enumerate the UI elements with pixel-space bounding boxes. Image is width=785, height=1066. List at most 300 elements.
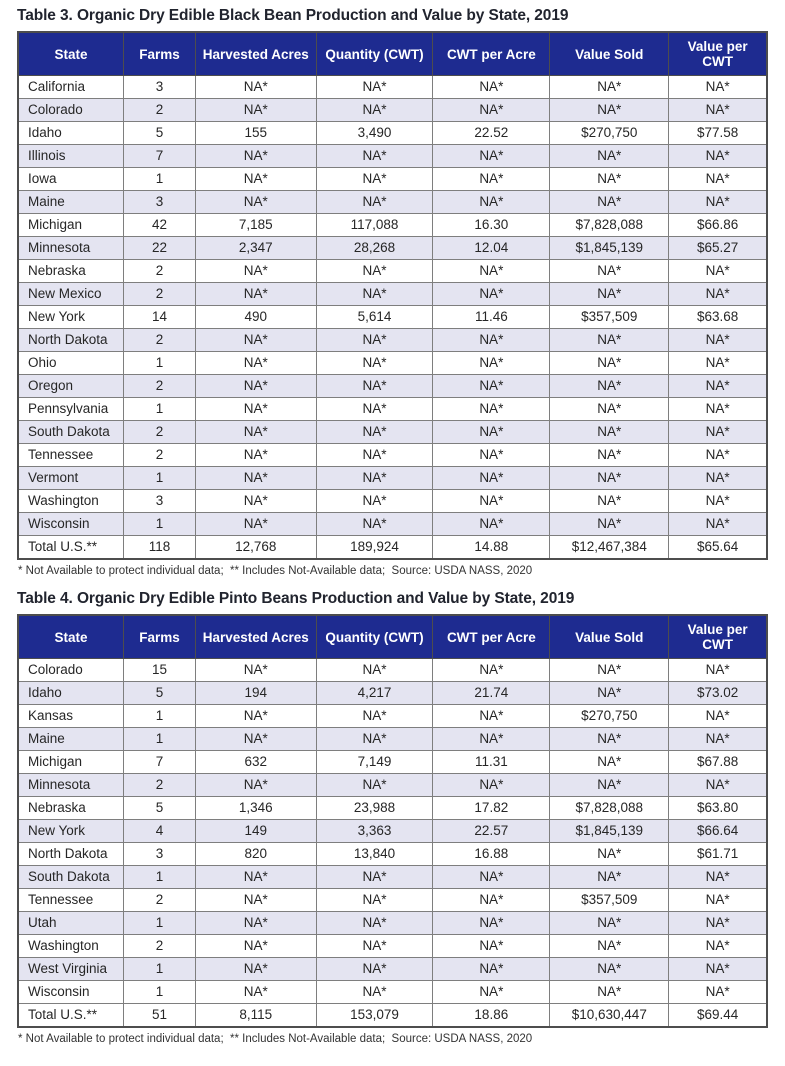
value-cell: NA* (550, 843, 669, 866)
state-cell: Maine (18, 728, 124, 751)
value-cell: NA* (550, 467, 669, 490)
value-cell: NA* (433, 191, 550, 214)
state-cell: South Dakota (18, 421, 124, 444)
value-cell: 21.74 (433, 682, 550, 705)
value-cell: NA* (316, 981, 433, 1004)
value-cell: 28,268 (316, 237, 433, 260)
value-cell: 7 (124, 145, 196, 168)
state-cell: New Mexico (18, 283, 124, 306)
total-row (18, 536, 767, 560)
value-cell: NA* (550, 145, 669, 168)
value-cell: 1 (124, 398, 196, 421)
value-cell: 632 (195, 751, 316, 774)
table-row (18, 283, 767, 306)
value-cell: NA* (433, 375, 550, 398)
value-cell: NA* (195, 76, 316, 99)
table-row (18, 467, 767, 490)
table-row (18, 490, 767, 513)
value-cell: 2 (124, 283, 196, 306)
value-cell: $66.64 (669, 820, 767, 843)
table-row (18, 375, 767, 398)
value-cell: NA* (195, 705, 316, 728)
header-cell: Value per CWT (669, 615, 767, 659)
value-cell: 490 (195, 306, 316, 329)
state-cell: Tennessee (18, 444, 124, 467)
table4-footnote: * Not Available to protect individual data; ** Includes Not-Available data; Source: USDA NASS, 2020 (18, 1033, 533, 1045)
state-cell: Illinois (18, 145, 124, 168)
table-row (18, 843, 767, 866)
header-cell: Quantity (CWT) (316, 615, 433, 659)
value-cell: 5 (124, 122, 196, 145)
value-cell: NA* (669, 421, 767, 444)
value-cell: 2 (124, 889, 196, 912)
state-cell: Idaho (18, 122, 124, 145)
value-cell: NA* (669, 352, 767, 375)
value-cell: NA* (316, 705, 433, 728)
table-row (18, 398, 767, 421)
table-row (18, 99, 767, 122)
value-cell: NA* (550, 352, 669, 375)
value-cell: NA* (433, 329, 550, 352)
value-cell: NA* (669, 444, 767, 467)
table-row (18, 513, 767, 536)
state-cell: Michigan (18, 751, 124, 774)
value-cell: NA* (195, 168, 316, 191)
header-cell: CWT per Acre (433, 615, 550, 659)
table-row (18, 260, 767, 283)
header-cell: State (18, 615, 124, 659)
value-cell: $69.44 (669, 1004, 767, 1028)
table-row (18, 912, 767, 935)
value-cell: NA* (316, 375, 433, 398)
state-cell: Washington (18, 490, 124, 513)
state-cell: South Dakota (18, 866, 124, 889)
value-cell: NA* (550, 866, 669, 889)
value-cell: NA* (669, 260, 767, 283)
value-cell: 22.57 (433, 820, 550, 843)
state-cell: Washington (18, 935, 124, 958)
pinto-bean-table-section (17, 590, 768, 1045)
value-cell: NA* (669, 958, 767, 981)
value-cell: 42 (124, 214, 196, 237)
value-cell: 17.82 (433, 797, 550, 820)
table-row (18, 214, 767, 237)
value-cell: NA* (316, 490, 433, 513)
table-row (18, 889, 767, 912)
value-cell: NA* (195, 191, 316, 214)
value-cell: NA* (550, 682, 669, 705)
value-cell: NA* (669, 398, 767, 421)
value-cell: NA* (316, 352, 433, 375)
header-row (18, 32, 767, 76)
state-cell: Kansas (18, 705, 124, 728)
value-cell: NA* (550, 774, 669, 797)
value-cell: $7,828,088 (550, 214, 669, 237)
value-cell: NA* (195, 99, 316, 122)
value-cell: NA* (316, 260, 433, 283)
value-cell: NA* (433, 705, 550, 728)
value-cell: NA* (195, 375, 316, 398)
state-cell: Wisconsin (18, 513, 124, 536)
value-cell: NA* (433, 260, 550, 283)
header-cell: Quantity (CWT) (316, 32, 433, 76)
value-cell: NA* (316, 329, 433, 352)
value-cell: 1 (124, 352, 196, 375)
value-cell: NA* (316, 774, 433, 797)
value-cell: NA* (433, 398, 550, 421)
value-cell: NA* (433, 168, 550, 191)
value-cell: NA* (433, 981, 550, 1004)
value-cell: NA* (316, 76, 433, 99)
value-cell: 2 (124, 99, 196, 122)
black-bean-table-section (17, 7, 768, 577)
value-cell: NA* (195, 981, 316, 1004)
value-cell: 51 (124, 1004, 196, 1028)
value-cell: 16.88 (433, 843, 550, 866)
table-row (18, 659, 767, 682)
value-cell: NA* (195, 659, 316, 682)
value-cell: 3,363 (316, 820, 433, 843)
value-cell: 1 (124, 912, 196, 935)
table-row (18, 774, 767, 797)
header-cell: Harvested Acres (195, 32, 316, 76)
value-cell: NA* (669, 912, 767, 935)
value-cell: 117,088 (316, 214, 433, 237)
value-cell: NA* (316, 513, 433, 536)
table-row (18, 145, 767, 168)
value-cell: NA* (316, 398, 433, 421)
state-cell: Colorado (18, 99, 124, 122)
value-cell: NA* (433, 490, 550, 513)
value-cell: NA* (550, 728, 669, 751)
value-cell: 1,346 (195, 797, 316, 820)
table-row (18, 958, 767, 981)
value-cell: 4,217 (316, 682, 433, 705)
value-cell: NA* (433, 774, 550, 797)
value-cell: NA* (669, 467, 767, 490)
value-cell: NA* (550, 329, 669, 352)
value-cell: NA* (316, 958, 433, 981)
value-cell: 189,924 (316, 536, 433, 560)
table3-footnote: * Not Available to protect individual data; ** Includes Not-Available data; Source: USDA NASS, 2020 (18, 565, 533, 577)
value-cell: 2 (124, 774, 196, 797)
value-cell: 7,149 (316, 751, 433, 774)
header-row (18, 615, 767, 659)
value-cell: NA* (550, 935, 669, 958)
value-cell: $357,509 (550, 306, 669, 329)
value-cell: NA* (195, 283, 316, 306)
value-cell: NA* (316, 168, 433, 191)
value-cell: 2 (124, 329, 196, 352)
value-cell: NA* (195, 935, 316, 958)
state-cell: New York (18, 820, 124, 843)
state-cell: North Dakota (18, 329, 124, 352)
value-cell: NA* (669, 76, 767, 99)
value-cell: 5 (124, 797, 196, 820)
table-row (18, 866, 767, 889)
value-cell: NA* (433, 467, 550, 490)
table-row (18, 728, 767, 751)
value-cell: $1,845,139 (550, 820, 669, 843)
value-cell: NA* (316, 728, 433, 751)
value-cell: NA* (550, 513, 669, 536)
value-cell: $77.58 (669, 122, 767, 145)
value-cell: NA* (433, 99, 550, 122)
table-row (18, 329, 767, 352)
value-cell: 155 (195, 122, 316, 145)
value-cell: NA* (195, 866, 316, 889)
value-cell: NA* (669, 375, 767, 398)
value-cell: $61.71 (669, 843, 767, 866)
value-cell: $1,845,139 (550, 237, 669, 260)
value-cell: NA* (195, 467, 316, 490)
value-cell: NA* (669, 145, 767, 168)
value-cell: NA* (550, 260, 669, 283)
state-cell: Total U.S.** (18, 1004, 124, 1028)
value-cell: $270,750 (550, 705, 669, 728)
state-cell: Nebraska (18, 797, 124, 820)
value-cell: NA* (669, 705, 767, 728)
state-cell: Michigan (18, 214, 124, 237)
state-cell: Iowa (18, 168, 124, 191)
value-cell: 23,988 (316, 797, 433, 820)
state-cell: Minnesota (18, 774, 124, 797)
value-cell: NA* (669, 168, 767, 191)
value-cell: NA* (433, 866, 550, 889)
value-cell: 3,490 (316, 122, 433, 145)
value-cell: 7,185 (195, 214, 316, 237)
state-cell: North Dakota (18, 843, 124, 866)
value-cell: 153,079 (316, 1004, 433, 1028)
value-cell: 18.86 (433, 1004, 550, 1028)
value-cell: NA* (316, 659, 433, 682)
value-cell: NA* (669, 935, 767, 958)
value-cell: $65.64 (669, 536, 767, 560)
value-cell: $63.80 (669, 797, 767, 820)
value-cell: NA* (550, 191, 669, 214)
state-cell: Oregon (18, 375, 124, 398)
value-cell: NA* (316, 421, 433, 444)
value-cell: 12,768 (195, 536, 316, 560)
value-cell: 2 (124, 444, 196, 467)
table-row (18, 122, 767, 145)
state-cell: Utah (18, 912, 124, 935)
value-cell: NA* (550, 375, 669, 398)
value-cell: NA* (550, 490, 669, 513)
value-cell: NA* (316, 191, 433, 214)
value-cell: $67.88 (669, 751, 767, 774)
value-cell: NA* (316, 444, 433, 467)
value-cell: NA* (195, 352, 316, 375)
value-cell: 1 (124, 981, 196, 1004)
state-cell: Colorado (18, 659, 124, 682)
state-cell: Tennessee (18, 889, 124, 912)
value-cell: NA* (550, 76, 669, 99)
state-cell: Pennsylvania (18, 398, 124, 421)
table-row (18, 306, 767, 329)
value-cell: NA* (669, 866, 767, 889)
table-row (18, 168, 767, 191)
value-cell: NA* (550, 99, 669, 122)
value-cell: NA* (433, 283, 550, 306)
value-cell: 1 (124, 728, 196, 751)
value-cell: 5 (124, 682, 196, 705)
value-cell: NA* (433, 513, 550, 536)
table3-title: Table 3. Organic Dry Edible Black Bean Production and Value by State, 2019 (17, 7, 569, 24)
value-cell: $66.86 (669, 214, 767, 237)
value-cell: NA* (669, 329, 767, 352)
value-cell: $7,828,088 (550, 797, 669, 820)
value-cell: NA* (550, 981, 669, 1004)
value-cell: $65.27 (669, 237, 767, 260)
value-cell: $357,509 (550, 889, 669, 912)
header-cell: Harvested Acres (195, 615, 316, 659)
value-cell: NA* (195, 421, 316, 444)
value-cell: 12.04 (433, 237, 550, 260)
value-cell: NA* (669, 728, 767, 751)
value-cell: 149 (195, 820, 316, 843)
value-cell: 13,840 (316, 843, 433, 866)
value-cell: NA* (433, 889, 550, 912)
value-cell: NA* (433, 912, 550, 935)
value-cell: 22 (124, 237, 196, 260)
header-cell: Value per CWT (669, 32, 767, 76)
value-cell: NA* (433, 352, 550, 375)
table-row (18, 981, 767, 1004)
table-row (18, 191, 767, 214)
value-cell: 1 (124, 467, 196, 490)
value-cell: NA* (195, 398, 316, 421)
value-cell: 2 (124, 260, 196, 283)
table-row (18, 421, 767, 444)
value-cell: NA* (550, 659, 669, 682)
table-row (18, 705, 767, 728)
state-cell: Maine (18, 191, 124, 214)
value-cell: NA* (316, 935, 433, 958)
value-cell: $12,467,384 (550, 536, 669, 560)
value-cell: NA* (195, 490, 316, 513)
value-cell: 11.46 (433, 306, 550, 329)
header-cell: Farms (124, 615, 196, 659)
value-cell: NA* (195, 728, 316, 751)
table-row (18, 352, 767, 375)
value-cell: NA* (550, 751, 669, 774)
value-cell: NA* (669, 774, 767, 797)
value-cell: NA* (550, 912, 669, 935)
value-cell: 1 (124, 958, 196, 981)
value-cell: 1 (124, 705, 196, 728)
state-cell: Ohio (18, 352, 124, 375)
table-row (18, 682, 767, 705)
value-cell: NA* (669, 981, 767, 1004)
value-cell: NA* (195, 912, 316, 935)
value-cell: NA* (316, 889, 433, 912)
table-row (18, 76, 767, 99)
state-cell: Minnesota (18, 237, 124, 260)
value-cell: NA* (550, 421, 669, 444)
table-row (18, 444, 767, 467)
state-cell: West Virginia (18, 958, 124, 981)
value-cell: NA* (316, 467, 433, 490)
value-cell: NA* (669, 191, 767, 214)
value-cell: $270,750 (550, 122, 669, 145)
value-cell: NA* (550, 283, 669, 306)
value-cell: 1 (124, 513, 196, 536)
value-cell: 22.52 (433, 122, 550, 145)
value-cell: NA* (195, 260, 316, 283)
value-cell: 1 (124, 866, 196, 889)
table-row (18, 935, 767, 958)
header-cell: Farms (124, 32, 196, 76)
value-cell: NA* (669, 659, 767, 682)
value-cell: NA* (550, 398, 669, 421)
header-cell: CWT per Acre (433, 32, 550, 76)
value-cell: 3 (124, 191, 196, 214)
value-cell: 2 (124, 375, 196, 398)
value-cell: 3 (124, 490, 196, 513)
value-cell: NA* (550, 958, 669, 981)
value-cell: NA* (316, 912, 433, 935)
value-cell: NA* (195, 958, 316, 981)
value-cell: 15 (124, 659, 196, 682)
state-cell: Idaho (18, 682, 124, 705)
value-cell: NA* (433, 444, 550, 467)
value-cell: 14.88 (433, 536, 550, 560)
value-cell: NA* (433, 958, 550, 981)
value-cell: 1 (124, 168, 196, 191)
state-cell: Total U.S.** (18, 536, 124, 560)
value-cell: 2 (124, 935, 196, 958)
value-cell: 4 (124, 820, 196, 843)
header-cell: Value Sold (550, 615, 669, 659)
value-cell: 5,614 (316, 306, 433, 329)
value-cell: NA* (195, 513, 316, 536)
table-row (18, 751, 767, 774)
state-cell: Wisconsin (18, 981, 124, 1004)
value-cell: $63.68 (669, 306, 767, 329)
value-cell: NA* (195, 145, 316, 168)
value-cell: NA* (669, 99, 767, 122)
state-cell: Vermont (18, 467, 124, 490)
value-cell: NA* (433, 145, 550, 168)
value-cell: 11.31 (433, 751, 550, 774)
total-row (18, 1004, 767, 1028)
value-cell: NA* (669, 490, 767, 513)
value-cell: NA* (195, 329, 316, 352)
value-cell: NA* (316, 99, 433, 122)
state-cell: New York (18, 306, 124, 329)
value-cell: NA* (316, 283, 433, 306)
table-row (18, 237, 767, 260)
table-row (18, 797, 767, 820)
value-cell: NA* (195, 774, 316, 797)
pinto-bean-production-table (17, 614, 768, 1028)
value-cell: NA* (669, 283, 767, 306)
table4-title: Table 4. Organic Dry Edible Pinto Beans Production and Value by State, 2019 (17, 590, 575, 607)
value-cell: NA* (433, 935, 550, 958)
value-cell: 820 (195, 843, 316, 866)
value-cell: 194 (195, 682, 316, 705)
value-cell: NA* (433, 728, 550, 751)
value-cell: 14 (124, 306, 196, 329)
value-cell: $73.02 (669, 682, 767, 705)
value-cell: NA* (195, 889, 316, 912)
value-cell: NA* (550, 168, 669, 191)
value-cell: 8,115 (195, 1004, 316, 1028)
value-cell: NA* (550, 444, 669, 467)
black-bean-production-table (17, 31, 768, 560)
value-cell: NA* (669, 889, 767, 912)
